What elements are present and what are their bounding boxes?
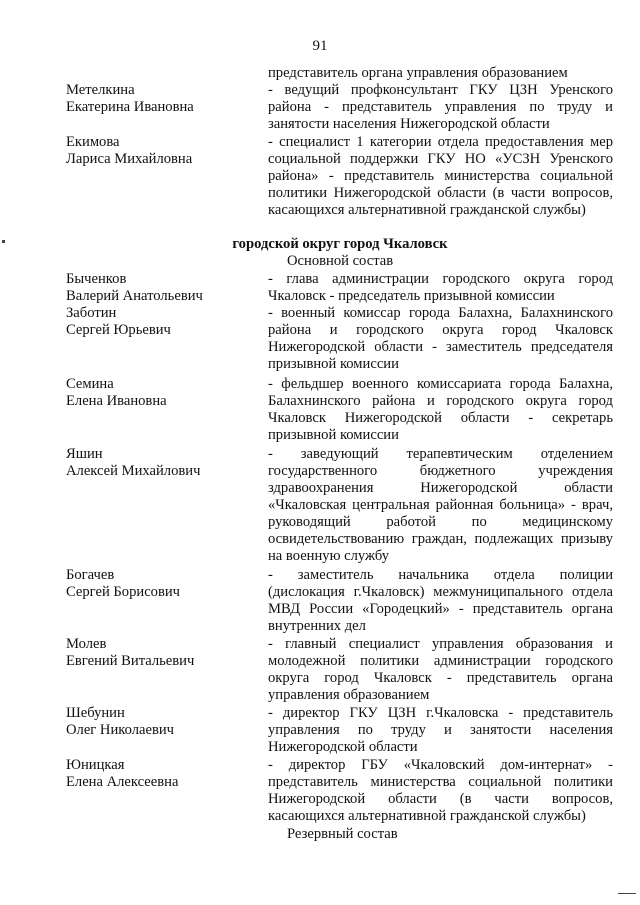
body-line: - фельдшер военного комиссариата города Балахна, (268, 376, 613, 392)
member-surname: Семина (66, 376, 114, 392)
member-given-names: Сергей Борисович (66, 584, 181, 600)
scan-speck (2, 240, 5, 243)
body-line: социальной поддержки ГКУ НО «УСЗН Уренского (268, 151, 613, 167)
body-line: района и городского округа город Чкаловск (268, 322, 613, 338)
scan-speck (618, 893, 636, 894)
body-line: касающихся альтернативной гражданской службы) (268, 808, 586, 824)
body-line: Чкаловск - председатель призывной комиссии (268, 288, 555, 304)
body-line: внутренних дел (268, 618, 366, 634)
body-line: - специалист 1 категории отдела предоставления мер (268, 134, 613, 150)
body-line: округа город Чкаловск - представитель органа (268, 670, 613, 686)
body-line: Балахнинского района и городского округа город (268, 393, 613, 409)
member-surname: Юницкая (66, 757, 125, 773)
member-surname: Молев (66, 636, 107, 652)
member-surname: Метелкина (66, 82, 135, 98)
member-given-names: Алексей Михайлович (66, 463, 201, 479)
body-line: политики Нижегородской области (в части вопросов, (268, 185, 613, 201)
body-line: занятости населения Нижегородской области (268, 116, 550, 132)
body-line: управления по труду и занятости населения (268, 722, 613, 738)
member-surname: Екимова (66, 134, 120, 150)
body-line: Нижегородской области (268, 739, 418, 755)
body-line: освидетельствованию граждан, подлежащих призыву (268, 531, 613, 547)
page-number: 91 (312, 38, 328, 54)
body-line: представитель министерства социальной политики (268, 774, 613, 790)
body-line: района» - представитель министерства социальной (268, 168, 613, 184)
body-line: представитель органа управления образованием (268, 65, 568, 81)
body-line: - ведущий профконсультант ГКУ ЦЗН Уренского (268, 82, 613, 98)
body-line: - военный комиссар города Балахна, Балахнинского (268, 305, 613, 321)
member-surname: Яшин (66, 446, 103, 462)
body-line: (дислокация г.Чкаловск) межмуниципального отдела (268, 584, 613, 600)
member-given-names: Валерий Анатольевич (66, 288, 203, 304)
subsection-heading: Основной состав (287, 253, 394, 269)
section-heading: городской округ город Чкаловск (232, 236, 448, 252)
body-line: призывной комиссии (268, 356, 399, 372)
member-given-names: Екатерина Ивановна (66, 99, 194, 115)
body-line: здравоохранения Нижегородской области (268, 480, 613, 496)
body-line: государственного бюджетного учреждения (268, 463, 613, 479)
body-line: управления образованием (268, 687, 430, 703)
member-given-names: Олег Николаевич (66, 722, 175, 738)
body-line: - директор ГБУ «Чкаловский дом-интернат» - (268, 757, 613, 773)
member-surname: Богачев (66, 567, 115, 583)
body-line: Нижегородской области - заместитель председателя (268, 339, 613, 355)
member-surname: Шебунин (66, 705, 125, 721)
body-line: - главный специалист управления образования и (268, 636, 613, 652)
member-surname: Заботин (66, 305, 117, 321)
member-surname: Быченков (66, 271, 127, 287)
body-line: на военную службу (268, 548, 390, 564)
subsection-heading: Резервный состав (287, 826, 398, 842)
member-given-names: Сергей Юрьевич (66, 322, 171, 338)
body-line: - глава администрации городского округа город (268, 271, 613, 287)
member-given-names: Елена Алексеевна (66, 774, 179, 790)
body-line: - заведующий терапевтическим отделением (268, 446, 613, 462)
body-line: Чкаловск Нижегородской области - секретарь (268, 410, 613, 426)
body-line: «Чкаловская центральная районная больница» - врач, (268, 497, 613, 513)
body-line: молодежной политики администрации городского (268, 653, 613, 669)
member-given-names: Лариса Михайловна (66, 151, 193, 167)
member-given-names: Елена Ивановна (66, 393, 167, 409)
body-line: Нижегородской области (в части вопросов, (268, 791, 613, 807)
body-line: касающихся альтернативной гражданской службы) (268, 202, 586, 218)
body-line: - заместитель начальника отдела полиции (268, 567, 613, 583)
body-line: МВД России «Городецкий» - представитель органа (268, 601, 613, 617)
body-line: руководящий работой по медицинскому (268, 514, 613, 530)
body-line: района - представитель управления по труду и (268, 99, 613, 115)
body-line: призывной комиссии (268, 427, 399, 443)
body-line: - директор ГКУ ЦЗН г.Чкаловска - представитель (268, 705, 613, 721)
member-given-names: Евгений Витальевич (66, 653, 195, 669)
